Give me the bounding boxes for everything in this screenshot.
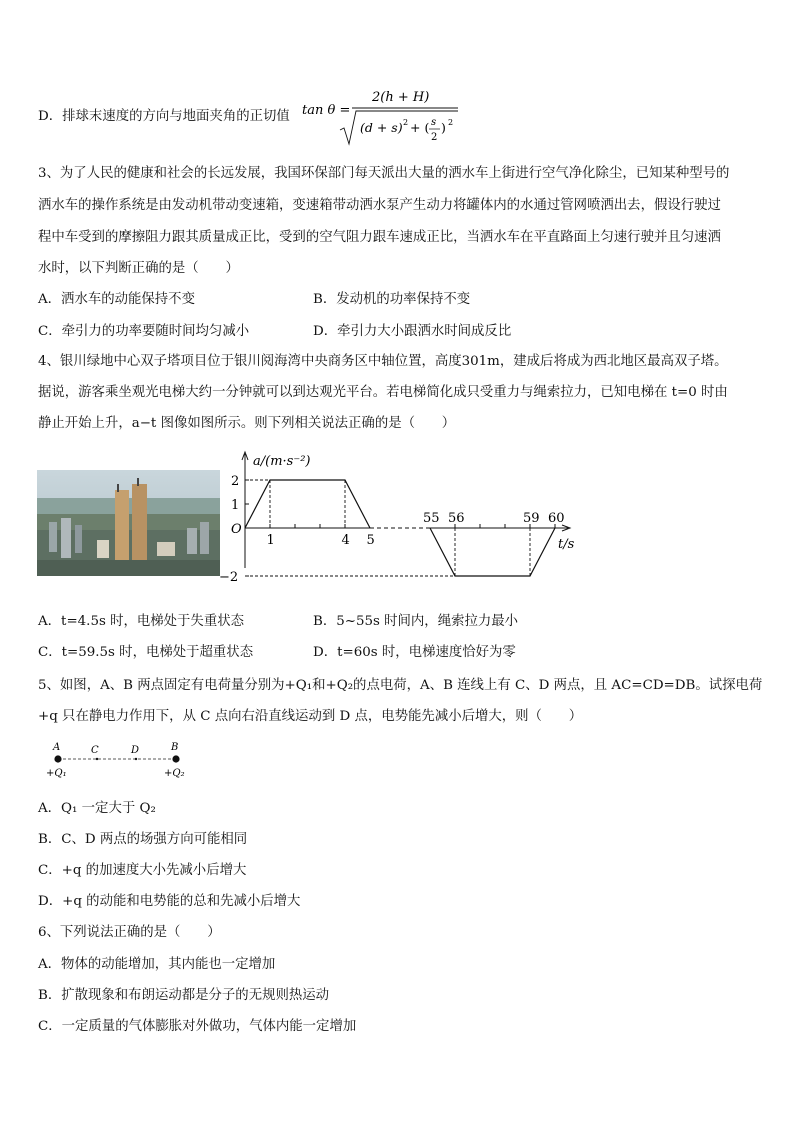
x-tick-label: 4 (341, 533, 350, 548)
label-a: A (53, 742, 61, 753)
y-tick-label: 1 (231, 498, 240, 513)
q3-line-2: 洒水车的操作系统是由发动机带动变速箱，变速箱带动洒水泵产生动力将罐体内的水通过管网喷洒出去，假设行驶过 (38, 198, 721, 213)
q4-line-3: 静止开始上升，a−t 图像如图所示。则下列相关说法正确的是（ ） (38, 416, 456, 431)
x-tick-label: 56 (448, 511, 465, 526)
q5-option-b: B．C、D 两点的场强方向可能相同 (38, 832, 248, 847)
q5-line-2: +q 只在静电力作用下，从 C 点向右沿直线运动到 D 点，电势能先减小后增大，则（ ） (38, 709, 583, 724)
q6-option-a: A．物体的动能增加，其内能也一定增加 (38, 957, 276, 972)
y-tick-label: 2 (231, 474, 240, 489)
series-line-decel (430, 528, 555, 576)
q5-line-1: 5、如图，A、B 两点固定有电荷量分别为+Q₁和+Q₂的点电荷，A、B 连线上有 C、D 两点，且 AC=CD=DB。试探电荷 (38, 678, 763, 693)
q5-option-a: A．Q₁ 一定大于 Q₂ (38, 801, 156, 816)
q2-option-d: D．排球末速度的方向与地面夹角的正切值 (38, 109, 290, 124)
q6-option-b: B．扩散现象和布朗运动都是分子的无规则热运动 (38, 988, 330, 1003)
formula-lhs: tan θ = (302, 103, 351, 118)
charges-diagram (40, 738, 200, 782)
formula-numerator: 2(h + H) (372, 90, 430, 105)
formula-den-2: 2 (431, 132, 438, 143)
point-c (96, 758, 98, 760)
y-axis-label: a/(m·s⁻²) (253, 454, 311, 469)
x-tick-label: 5 (366, 533, 375, 548)
formula-den-a: (d + s) (360, 120, 403, 135)
label-c: C (91, 745, 99, 756)
charge-b (172, 755, 179, 762)
q3-line-4: 水时，以下判断正确的是（ ） (38, 261, 239, 276)
formula-den-close: ) (441, 120, 446, 135)
formula-den-sq: 2 (403, 118, 409, 127)
q3-option-b: B．发动机的功率保持不变 (313, 292, 471, 307)
y-tick-label: −2 (219, 570, 239, 585)
x-tick-label: 60 (548, 511, 565, 526)
charge-a (54, 755, 61, 762)
q3-option-a: A．洒水车的动能保持不变 (38, 292, 195, 307)
q6-stem: 6、下列说法正确的是（ ） (38, 925, 221, 940)
label-b: B (171, 742, 179, 753)
label-q2: +Q₂ (164, 768, 185, 779)
a-t-chart (219, 450, 588, 590)
q4-option-d: D．t=60s 时，电梯速度恰好为零 (313, 645, 516, 660)
x-axis-label: t/s (558, 537, 575, 552)
q4-line-1: 4、银川绿地中心双子塔项目位于银川阅海湾中央商务区中轴位置，高度301m，建成后将成为西北地区最高双子塔。 (38, 354, 728, 369)
formula-den-s: s (431, 117, 437, 128)
q2-formula (300, 84, 470, 150)
q5-option-c: C．+q 的加速度大小先减小后增大 (38, 863, 247, 878)
q5-option-d: D．+q 的动能和电势能的总和先减小后增大 (38, 894, 301, 909)
q3-line-1: 3、为了人民的健康和社会的长远发展，我国环保部门每天派出大量的洒水车上街进行空气净化除尘，已知某种型号的 (38, 166, 730, 181)
formula-den-b: + ( (410, 120, 430, 135)
q6-option-c: C．一定质量的气体膨胀对外做功，气体内能一定增加 (38, 1019, 357, 1034)
origin-label: O (231, 522, 242, 537)
q3-line-3: 程中车受到的摩擦阻力跟其质量成正比，受到的空气阻力跟车速成正比，当洒水车在平直路面上匀速行驶并且匀速洒 (38, 230, 721, 245)
q4-option-a: A．t=4.5s 时，电梯处于失重状态 (38, 614, 244, 629)
q4-line-2: 据说，游客乘坐观光电梯大约一分钟就可以到达观光平台。若电梯简化成只受重力与绳索拉力，已知电梯在 t=0 时由 (38, 385, 728, 400)
label-q1: +Q₁ (46, 768, 67, 779)
x-tick-label: 55 (423, 511, 440, 526)
q3-option-c: C．牵引力的功率要随时间均匀减小 (38, 324, 250, 339)
x-tick-label: 59 (523, 511, 540, 526)
formula-den-sq2: 2 (448, 118, 454, 127)
q4-option-b: B．5~55s 时间内，绳索拉力最小 (313, 614, 519, 629)
x-tick-label: 1 (266, 533, 275, 548)
point-d (135, 758, 137, 760)
label-d: D (131, 745, 140, 756)
twin-tower-photo (37, 470, 220, 576)
q4-option-c: C．t=59.5s 时，电梯处于超重状态 (38, 645, 254, 660)
series-line-accel (245, 480, 370, 528)
q3-option-d: D．牵引力大小跟洒水时间成反比 (313, 324, 512, 339)
